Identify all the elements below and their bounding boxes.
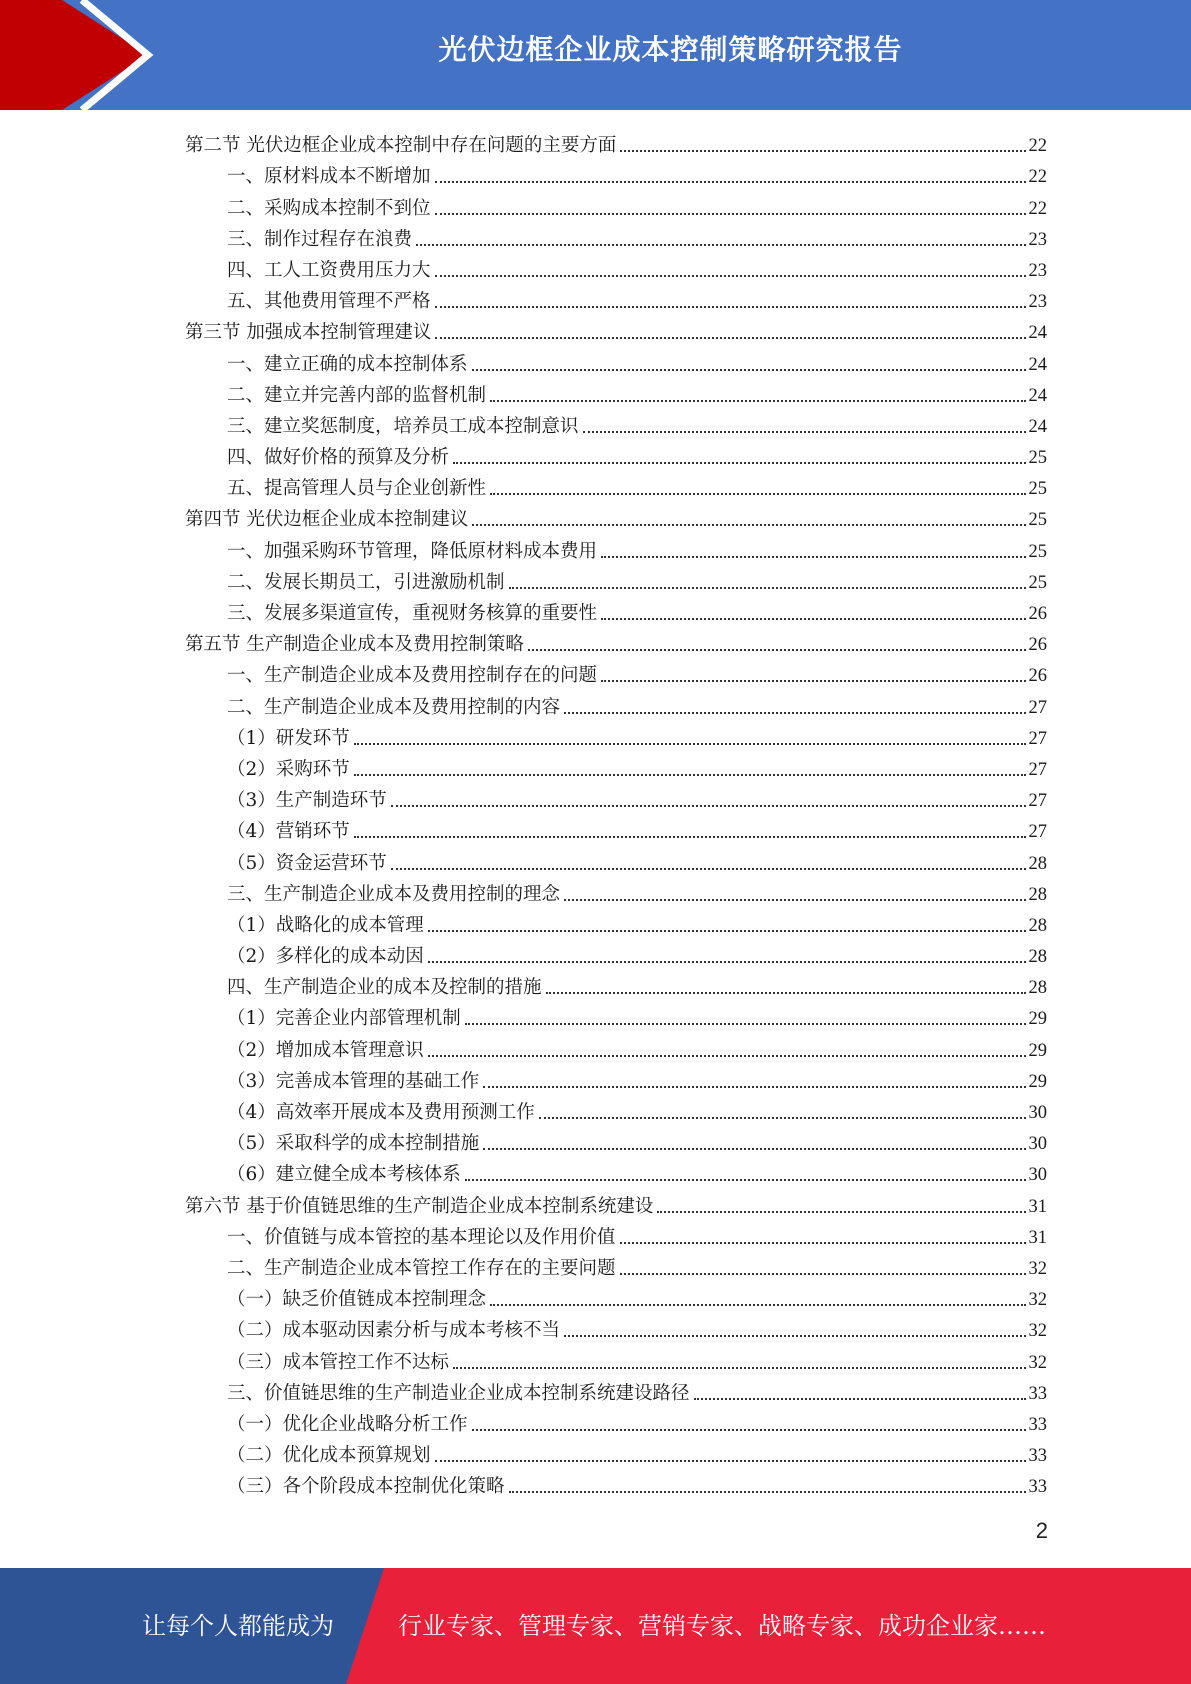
toc-entry-page: 28	[1028, 884, 1047, 905]
toc-entry[interactable]	[185, 782, 1047, 813]
toc-entry-page: 33	[1028, 1446, 1047, 1467]
toc-entry-title: 第四节 光伏边框企业成本控制建议	[185, 509, 469, 531]
toc-dot-leader	[465, 1179, 1026, 1181]
toc-dot-leader	[483, 1148, 1025, 1150]
toc-entry-title: 第二节 光伏边框企业成本控制中存在问题的主要方面	[185, 135, 617, 157]
toc-dot-leader	[435, 213, 1026, 215]
toc-dot-leader	[472, 369, 1026, 371]
footer-slogan-right: 行业专家、管理专家、营销专家、战略专家、成功企业家……	[398, 1612, 1046, 1640]
toc-entry-page: 26	[1028, 666, 1047, 687]
toc-entry-title: （三）各个阶段成本控制优化策略	[227, 1476, 505, 1498]
toc-entry-page: 23	[1028, 260, 1047, 281]
toc-entry[interactable]	[185, 283, 1047, 314]
toc-entry-title: 五、其他费用管理不严格	[227, 291, 431, 313]
toc-entry-page: 22	[1028, 198, 1047, 219]
toc-dot-leader	[528, 649, 1026, 651]
toc-entry-title: （5）资金运营环节	[227, 852, 387, 874]
toc-entry-title: 三、价值链思维的生产制造业企业成本控制系统建设路径	[227, 1382, 690, 1404]
toc-entry[interactable]	[185, 470, 1047, 501]
toc-entry-page: 28	[1028, 853, 1047, 874]
toc-entry[interactable]	[185, 595, 1047, 626]
toc-entry[interactable]	[185, 1219, 1047, 1250]
toc-entry[interactable]	[185, 1468, 1047, 1499]
toc-entry[interactable]	[185, 876, 1047, 907]
page-header	[0, 0, 1191, 110]
toc-dot-leader	[435, 306, 1026, 308]
toc-dot-leader	[694, 1398, 1026, 1400]
toc-entry-page: 27	[1028, 697, 1047, 718]
toc-dot-leader	[539, 1117, 1026, 1119]
toc-entry-title: 第五节 生产制造企业成本及费用控制策略	[185, 634, 524, 656]
page-footer	[0, 1568, 1191, 1684]
toc-dot-leader	[601, 618, 1025, 620]
toc-dot-leader	[416, 244, 1025, 246]
toc-dot-leader	[435, 1460, 1026, 1462]
toc-entry-title: 二、生产制造企业成本及费用控制的内容	[227, 696, 561, 718]
toc-entry[interactable]	[185, 751, 1047, 782]
toc-entry[interactable]	[185, 969, 1047, 1000]
toc-entry-page: 23	[1028, 229, 1047, 250]
toc-entry[interactable]	[185, 345, 1047, 376]
toc-dot-leader	[620, 1273, 1026, 1275]
toc-entry-page: 24	[1028, 323, 1047, 344]
toc-entry-page: 33	[1028, 1383, 1047, 1404]
toc-dot-leader	[472, 524, 1025, 526]
toc-entry-page: 32	[1028, 1321, 1047, 1342]
toc-entry-title: （三）成本管控工作不达标	[227, 1351, 450, 1373]
toc-entry[interactable]	[185, 439, 1047, 470]
toc-dot-leader	[583, 431, 1026, 433]
table-of-contents	[185, 127, 1047, 1499]
toc-entry-page: 22	[1028, 136, 1047, 157]
toc-entry[interactable]	[185, 1281, 1047, 1312]
report-title: 光伏边框企业成本控制策略研究报告	[438, 33, 903, 66]
toc-dot-leader	[601, 556, 1025, 558]
toc-entry-title: （6）建立健全成本考核体系	[227, 1164, 461, 1186]
toc-entry-title: （2）多样化的成本动因	[227, 946, 424, 968]
toc-entry-title: 一、价值链与成本管控的基本理论以及作用价值	[227, 1226, 616, 1248]
toc-entry-page: 24	[1028, 354, 1047, 375]
toc-entry-title: 四、做好价格的预算及分析	[227, 447, 450, 469]
toc-entry[interactable]	[185, 314, 1047, 345]
toc-dot-leader	[435, 337, 1025, 339]
toc-dot-leader	[453, 1367, 1025, 1369]
toc-entry-page: 33	[1028, 1414, 1047, 1435]
toc-entry[interactable]	[185, 221, 1047, 252]
toc-dot-leader	[509, 1491, 1026, 1493]
toc-entry-page: 32	[1028, 1258, 1047, 1279]
toc-entry-page: 31	[1028, 1196, 1047, 1217]
toc-entry[interactable]	[185, 1406, 1047, 1437]
toc-entry-page: 25	[1028, 541, 1047, 562]
toc-dot-leader	[435, 275, 1026, 277]
toc-entry-title: （二）成本驱动因素分析与成本考核不当	[227, 1320, 561, 1342]
toc-entry[interactable]	[185, 1031, 1047, 1062]
toc-entry-page: 28	[1028, 915, 1047, 936]
toc-dot-leader	[435, 181, 1026, 183]
toc-entry-title: 四、生产制造企业的成本及控制的措施	[227, 977, 542, 999]
toc-entry-title: （1）战略化的成本管理	[227, 914, 424, 936]
toc-entry[interactable]	[185, 1125, 1047, 1156]
toc-dot-leader	[391, 805, 1026, 807]
toc-entry-title: （一）缺乏价值链成本控制理念	[227, 1289, 487, 1311]
toc-entry-page: 23	[1028, 292, 1047, 313]
toc-entry-title: （3）完善成本管理的基础工作	[227, 1070, 480, 1092]
toc-entry-page: 27	[1028, 759, 1047, 780]
toc-entry[interactable]	[185, 377, 1047, 408]
toc-entry-title: 三、建立奖惩制度，培养员工成本控制意识	[227, 415, 579, 437]
toc-dot-leader	[391, 868, 1026, 870]
toc-entry-page: 24	[1028, 385, 1047, 406]
toc-entry[interactable]	[185, 813, 1047, 844]
toc-entry-title: （2）增加成本管理意识	[227, 1039, 424, 1061]
toc-entry[interactable]	[185, 1437, 1047, 1468]
toc-entry-page: 30	[1028, 1165, 1047, 1186]
toc-entry-title: 一、加强采购环节管理，降低原材料成本费用	[227, 540, 598, 562]
toc-dot-leader	[354, 836, 1026, 838]
toc-dot-leader	[490, 493, 1025, 495]
toc-entry-page: 25	[1028, 572, 1047, 593]
page-number: 2	[1035, 1518, 1048, 1543]
toc-entry[interactable]	[185, 1000, 1047, 1031]
toc-entry[interactable]	[185, 501, 1047, 532]
toc-entry-page: 28	[1028, 947, 1047, 968]
toc-entry-page: 31	[1028, 1227, 1047, 1248]
toc-entry-page: 22	[1028, 167, 1047, 188]
toc-entry-title: 三、制作过程存在浪费	[227, 228, 413, 250]
toc-dot-leader	[428, 1055, 1026, 1057]
toc-dot-leader	[490, 1304, 1025, 1306]
toc-entry-title: 二、生产制造企业成本管控工作存在的主要问题	[227, 1257, 616, 1279]
toc-entry[interactable]	[185, 1250, 1047, 1281]
toc-entry-title: （5）采取科学的成本控制措施	[227, 1133, 480, 1155]
toc-entry-page: 27	[1028, 822, 1047, 843]
toc-entry-page: 32	[1028, 1352, 1047, 1373]
toc-entry-page: 29	[1028, 1009, 1047, 1030]
toc-entry-title: （2）采购环节	[227, 758, 350, 780]
toc-entry-page: 24	[1028, 416, 1047, 437]
toc-dot-leader	[453, 462, 1025, 464]
toc-entry[interactable]	[185, 626, 1047, 657]
toc-dot-leader	[483, 1086, 1025, 1088]
toc-entry-title: 四、工人工资费用压力大	[227, 259, 431, 281]
toc-entry-title: 一、建立正确的成本控制体系	[227, 353, 468, 375]
toc-dot-leader	[465, 1023, 1026, 1025]
toc-entry[interactable]	[185, 158, 1047, 189]
toc-entry-title: （1）完善企业内部管理机制	[227, 1008, 461, 1030]
toc-entry-title: 三、发展多渠道宣传，重视财务核算的重要性	[227, 603, 598, 624]
footer-slogan-left: 让每个人都能成为	[142, 1612, 334, 1640]
toc-entry-page: 25	[1028, 448, 1047, 469]
toc-dot-leader	[601, 680, 1025, 682]
toc-entry-title: （二）优化成本预算规划	[227, 1445, 431, 1467]
toc-entry-title: 一、原材料成本不断增加	[227, 166, 431, 188]
toc-entry-page: 29	[1028, 1071, 1047, 1092]
toc-dot-leader	[620, 1242, 1026, 1244]
toc-entry-page: 32	[1028, 1290, 1047, 1311]
toc-entry[interactable]	[185, 1343, 1047, 1374]
toc-entry-title: 二、发展长期员工，引进激励机制	[227, 571, 505, 593]
toc-entry[interactable]	[185, 127, 1047, 158]
toc-entry[interactable]	[185, 720, 1047, 751]
toc-entry[interactable]	[185, 564, 1047, 595]
toc-entry-page: 26	[1028, 604, 1047, 624]
toc-dot-leader	[657, 1211, 1025, 1213]
toc-entry[interactable]	[185, 938, 1047, 969]
toc-entry-page: 26	[1028, 635, 1047, 656]
toc-entry-title: 第三节 加强成本控制管理建议	[185, 322, 432, 344]
toc-entry[interactable]	[185, 1156, 1047, 1187]
toc-entry[interactable]	[185, 189, 1047, 220]
toc-entry-title: 五、提高管理人员与企业创新性	[227, 478, 487, 500]
toc-dot-leader	[509, 587, 1026, 589]
toc-entry-title: 二、建立并完善内部的监督机制	[227, 384, 487, 406]
toc-dot-leader	[620, 150, 1025, 152]
toc-entry-title: （3）生产制造环节	[227, 790, 387, 812]
toc-entry[interactable]	[185, 1312, 1047, 1343]
toc-entry[interactable]	[185, 657, 1047, 688]
toc-entry-title: （4）高效率开展成本及费用预测工作	[227, 1102, 535, 1123]
toc-entry[interactable]	[185, 907, 1047, 938]
toc-entry[interactable]	[185, 1063, 1047, 1094]
toc-dot-leader	[354, 743, 1026, 745]
toc-entry-title: 一、生产制造企业成本及费用控制存在的问题	[227, 665, 598, 687]
toc-entry-page: 27	[1028, 728, 1047, 749]
toc-entry[interactable]	[185, 1187, 1047, 1218]
toc-entry-page: 27	[1028, 791, 1047, 812]
toc-entry-page: 28	[1028, 978, 1047, 999]
toc-entry-page: 25	[1028, 510, 1047, 531]
toc-dot-leader	[564, 899, 1025, 901]
toc-entry[interactable]	[185, 844, 1047, 875]
toc-dot-leader	[546, 992, 1026, 994]
toc-entry-title: （4）营销环节	[227, 821, 350, 843]
toc-dot-leader	[490, 400, 1025, 402]
toc-entry[interactable]	[185, 1375, 1047, 1406]
toc-entry-title: （1）研发环节	[227, 727, 350, 749]
toc-entry[interactable]	[185, 408, 1047, 439]
toc-entry-page: 29	[1028, 1040, 1047, 1061]
toc-entry[interactable]	[185, 688, 1047, 719]
toc-dot-leader	[428, 930, 1026, 932]
toc-dot-leader	[564, 712, 1025, 714]
toc-entry-page: 25	[1028, 479, 1047, 500]
toc-entry-title: （一）优化企业战略分析工作	[227, 1413, 468, 1435]
toc-entry-page: 30	[1028, 1134, 1047, 1155]
toc-entry-title: 二、采购成本控制不到位	[227, 197, 431, 219]
toc-dot-leader	[564, 1335, 1025, 1337]
toc-entry[interactable]	[185, 532, 1047, 563]
toc-entry-page: 30	[1028, 1103, 1047, 1123]
toc-dot-leader	[472, 1429, 1026, 1431]
toc-entry[interactable]	[185, 1094, 1047, 1125]
toc-dot-leader	[428, 961, 1026, 963]
toc-entry-page: 33	[1028, 1477, 1047, 1498]
toc-dot-leader	[354, 774, 1026, 776]
toc-entry-title: 第六节 基于价值链思维的生产制造企业成本控制系统建设	[185, 1195, 654, 1217]
toc-entry-title: 三、生产制造企业成本及费用控制的理念	[227, 883, 561, 905]
toc-entry[interactable]	[185, 252, 1047, 283]
